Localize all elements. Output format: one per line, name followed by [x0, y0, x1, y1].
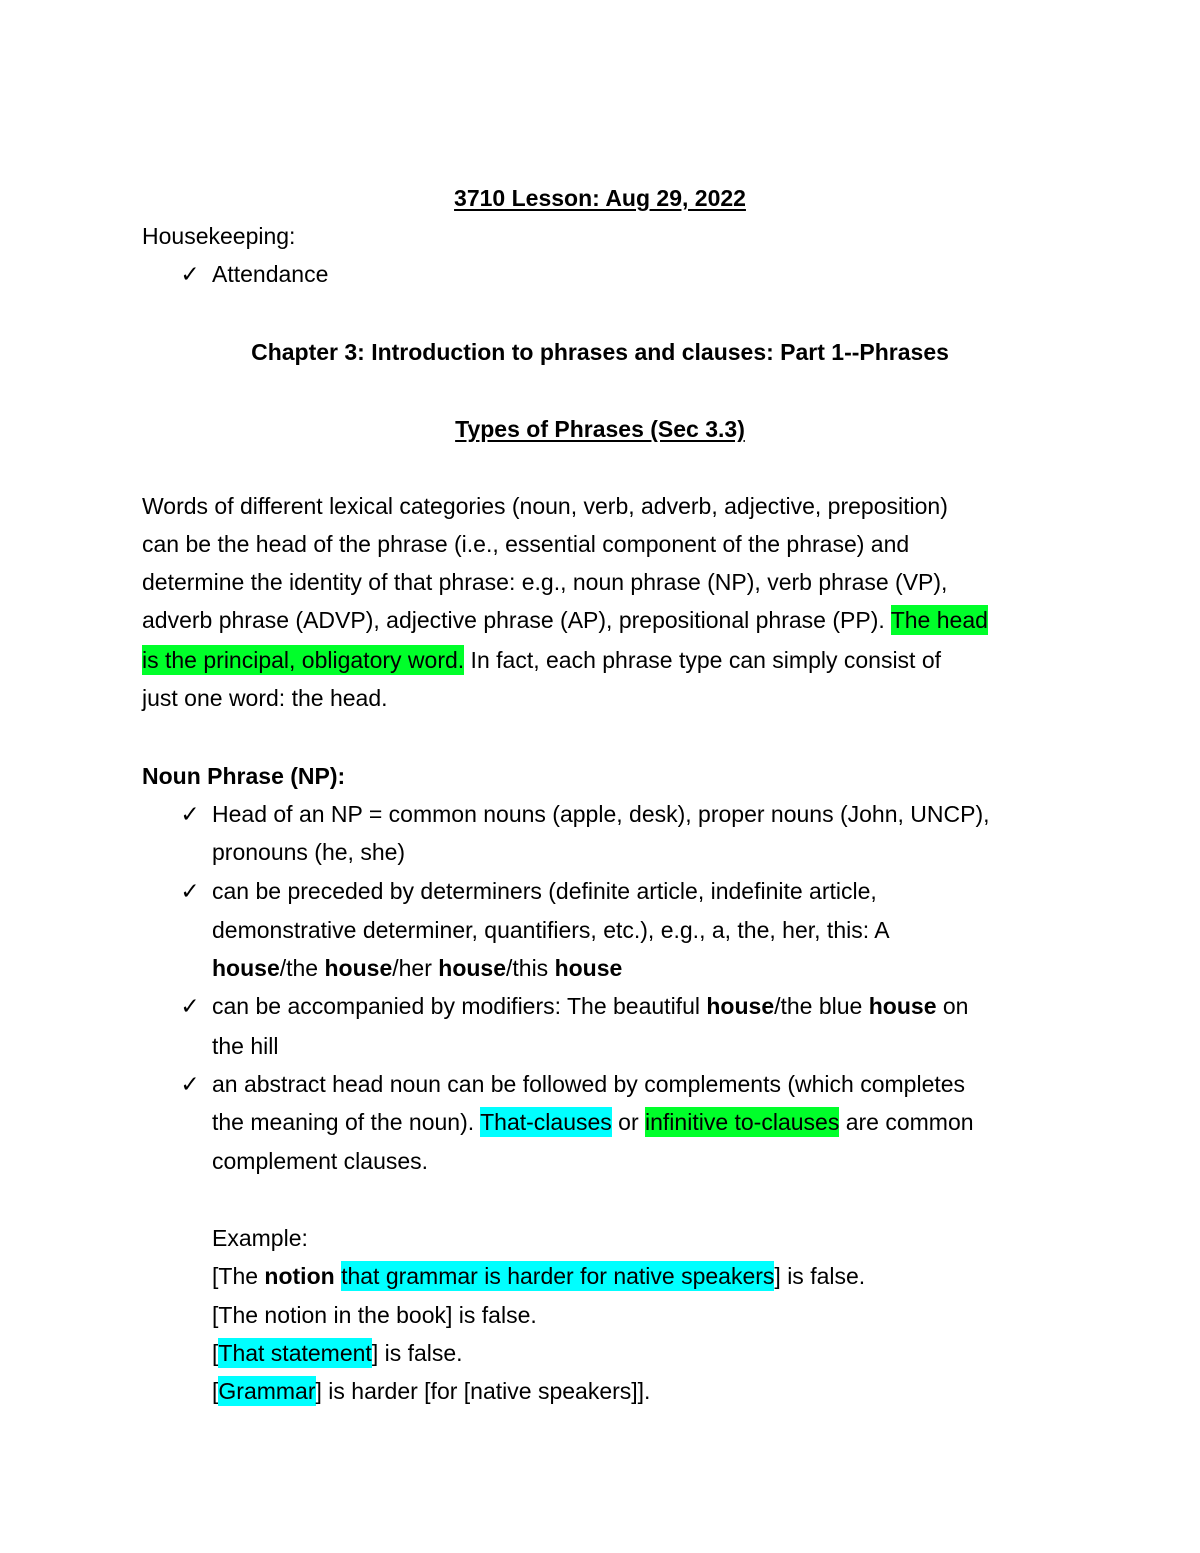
bold-word: house [212, 955, 280, 981]
text: /this [506, 955, 555, 981]
bullet-line: pronouns (he, she) [212, 839, 406, 865]
text: /the blue [774, 993, 869, 1019]
example-line: [The notion in the book] is false. [212, 1302, 537, 1328]
text: /the [279, 955, 325, 981]
bold-word: house [554, 955, 623, 981]
bullet-line [212, 1108, 974, 1136]
intro-line: Words of different lexical categories (noun, verb, adverb, adjective, preposition) [142, 493, 948, 519]
text: /her [392, 955, 439, 981]
bullet-line: the hill [212, 1033, 279, 1059]
text: the meaning of the noun). [212, 1109, 481, 1135]
np-heading: Noun Phrase (NP): [142, 763, 346, 789]
checkmark-icon: ✓ [180, 261, 200, 287]
bold-word: house [324, 955, 393, 981]
example-line [212, 1262, 865, 1290]
text: [ [212, 1340, 219, 1366]
text: on [936, 993, 969, 1019]
intro-line [142, 606, 988, 634]
highlight-green: infinitive to-clauses [645, 1109, 840, 1135]
checkmark-icon: ✓ [180, 801, 200, 827]
bullet-line [212, 954, 622, 982]
section-heading: Types of Phrases (Sec 3.3) [455, 416, 745, 442]
example-line [212, 1377, 650, 1405]
bullet-line: complement clauses. [212, 1148, 429, 1174]
intro-line: can be the head of the phrase (i.e., essential component of the phrase) and [142, 531, 910, 557]
highlight-green: is the principal, obligatory word. [142, 647, 465, 673]
text: ] is false. [774, 1263, 866, 1289]
bullet-line: an abstract head noun can be followed by complements (which completes [212, 1071, 966, 1097]
checkmark-icon: ✓ [180, 993, 200, 1019]
checkmark-icon: ✓ [180, 1071, 200, 1097]
text: are common [839, 1109, 974, 1135]
text: can be accompanied by modifiers: The beautiful [212, 993, 707, 1019]
text: ] is false. [371, 1340, 463, 1366]
bold-word: notion [264, 1263, 335, 1289]
bold-word: house [438, 955, 506, 981]
highlight-green: The head [890, 607, 988, 633]
example-line [212, 1339, 463, 1367]
bullet-line [212, 992, 968, 1020]
housekeeping-item: Attendance [212, 261, 329, 287]
housekeeping-label: Housekeeping: [142, 223, 296, 249]
chapter-heading: Chapter 3: Introduction to phrases and clauses: Part 1--Phrases [251, 339, 949, 365]
bullet-line: demonstrative determiner, quantifiers, etc.), e.g., a, the, her, this: A [212, 917, 890, 943]
intro-line [142, 646, 941, 674]
text: [ [212, 1378, 219, 1404]
highlight-cyan: Grammar [218, 1378, 316, 1404]
intro-line: determine the identity of that phrase: e.g., noun phrase (NP), verb phrase (VP), [142, 569, 948, 595]
highlight-cyan: That statement [218, 1340, 372, 1366]
lesson-title: 3710 Lesson: Aug 29, 2022 [454, 185, 746, 211]
text: ] is harder [for [native speakers]]. [315, 1378, 651, 1404]
bold-word: house [868, 993, 937, 1019]
highlight-cyan: that grammar is harder for native speakers [341, 1263, 775, 1289]
checkmark-icon: ✓ [180, 878, 200, 904]
intro-text: adverb phrase (ADVP), adjective phrase (AP), prepositional phrase (PP). [142, 607, 891, 633]
text: or [611, 1109, 646, 1135]
text: [The [212, 1263, 265, 1289]
example-label: Example: [212, 1225, 308, 1251]
intro-line: just one word: the head. [142, 685, 388, 711]
intro-text: In fact, each phrase type can simply consist of [464, 647, 942, 673]
highlight-cyan: That-clauses [480, 1109, 612, 1135]
bold-word: house [706, 993, 775, 1019]
bullet-line: can be preceded by determiners (definite article, indefinite article, [212, 878, 877, 904]
bullet-line: Head of an NP = common nouns (apple, desk), proper nouns (John, UNCP), [212, 801, 990, 827]
